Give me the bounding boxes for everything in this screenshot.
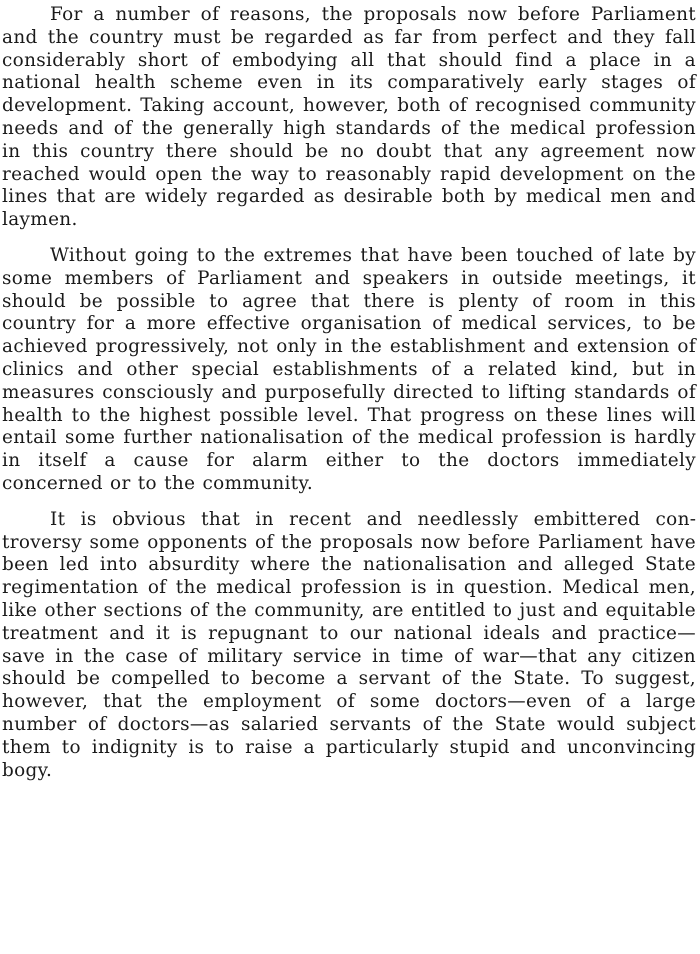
paragraph-1: For a number of reasons, the proposals now before Parliament and the country must be regarded as far from perfect and they fall considerably short of embodying all that should find a place in a national health scheme even in its comparatively early stages of development. Taking account, however, both of recognised community needs and of the generally high standards of the medical profession in this country there should be no doubt that any agreement now reached would open the way to reasonably rapid development on the lines that are widely regarded as desirable both by medical men and laymen. — [2, 4, 696, 231]
paragraph-3: It is obvious that in recent and needlessly embittered controversy some opponents of the proposals now before Parliament have been led into absurdity where the nationalisation and alleged State regimentation of the medical profession is in question. Medical men, like other sections of the community, are entitled to just and equitable treatment and it is repugnant to our national ideals and practice—save in the case of military service in time of war—that any citizen should be compelled to become a servant of the State. To suggest, however, that the employment of some doctors—even of a large number of doctors—as salaried servants of the State would subject them to indignity is to raise a particularly stupid and unconvincing bogy. — [2, 508, 696, 781]
paragraph-2: Without going to the extremes that have been touched of late by some members of Parliament and speakers in outside meetings, it should be possible to agree that there is plenty of room in this country for a more effective organisation of medical services, to be achieved progressively, not only in the establishment and extension of clinics and other special establishments of a related kind, but in measures consciously and purposefully directed to lifting standards of health to the highest possible level. That progress on these lines will entail some further nationalisation of the medical profession is hardly in itself a cause for alarm either to the doctors immediately concerned or to the community. — [2, 244, 696, 494]
